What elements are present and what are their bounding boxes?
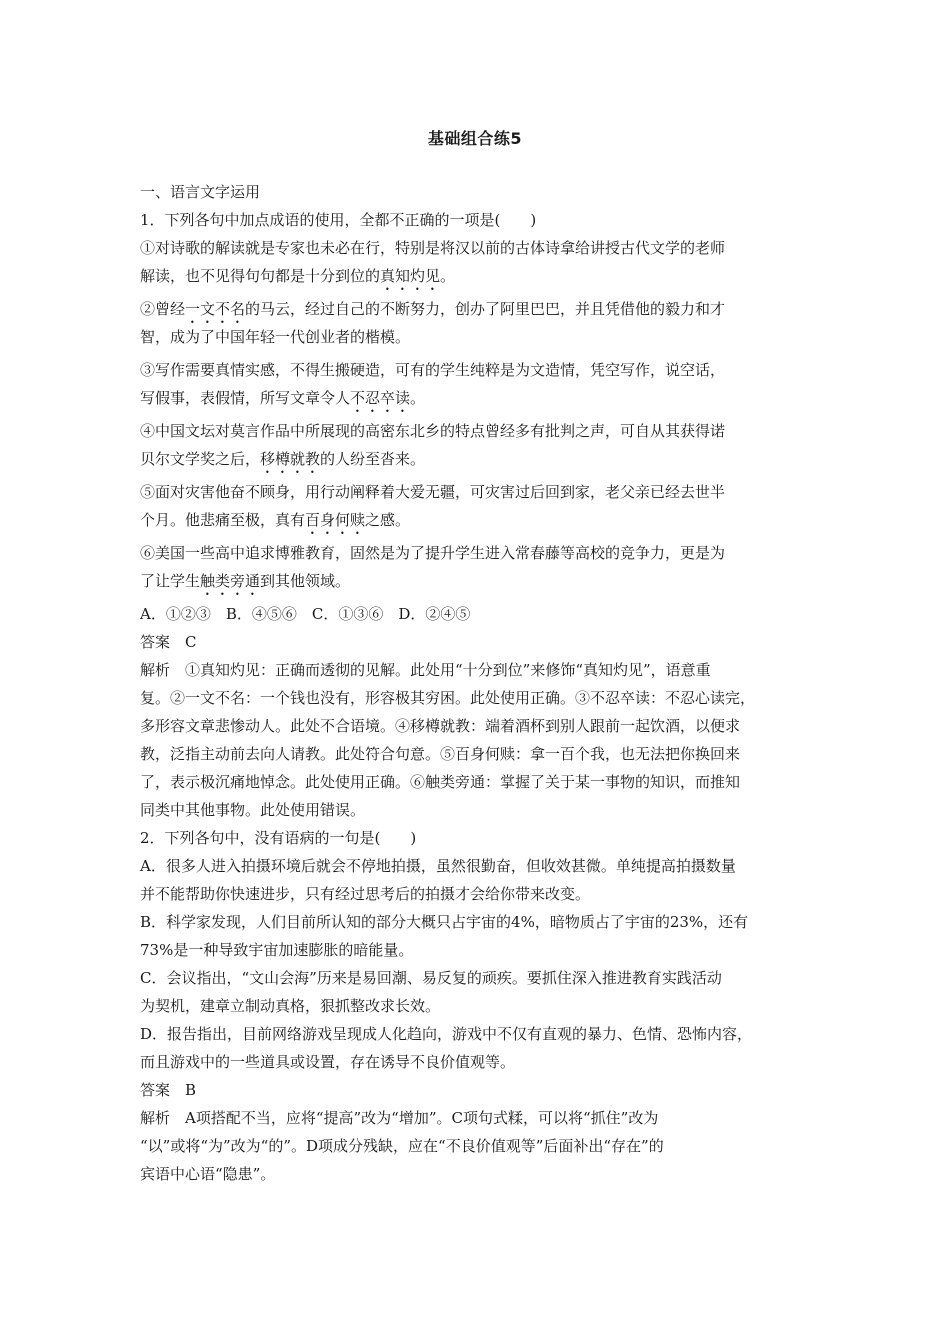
q1-sentence-2-line-2: 智，成为了中国年轻一代创业者的楷模。	[140, 328, 411, 346]
q1-sentence-5-line-1: ⑤面对灾害他奋不顾身，用行动阐释着大爱无疆，可灾害过后回到家，老父亲已经去世半	[140, 483, 726, 501]
q2-option-d-line: D．报告指出，目前网络游戏呈现成人化趋向，游戏中不仅有直观的暴力、色情、恐怖内容，	[140, 1025, 753, 1043]
q1-analysis-line: 了，表示极沉痛地悼念。此处使用正确。⑥触类旁通：掌握了关于某一事物的知识，而推知	[140, 773, 741, 791]
text: 。	[410, 389, 426, 407]
q2-analysis-line: “以”或将“为”改为“的”。D项成分残缺，应在“不良价值观等”后面补出“存在”的	[140, 1137, 664, 1155]
question-2-stem: 2．下列各句中，没有语病的一句是( )	[140, 829, 417, 847]
q1-answer: 答案 C	[140, 633, 197, 651]
q1-sentence-4-line-1: ④中国文坛对莫言作品中所展现的高密东北乡的特点曾经多有批判之声，可自从其获得诺	[140, 422, 726, 440]
q1-options: A．①②③ B．④⑤⑥ C．①③⑥ D．②④⑤	[140, 605, 471, 623]
text: 解读，也不见得句句都是十分到位的	[140, 267, 381, 285]
q1-analysis-line: 教，泛指主动前去向人请教。此处符合句意。⑤百身何赎：拿一百个我，也无法把你换回来	[140, 745, 741, 763]
q2-option-b-line: 73%是一种导致宇宙加速膨胀的暗能量。	[140, 941, 414, 959]
q2-option-a-line: 并不能帮助你快速进步，只有经过思考后的拍摄才会给你带来改变。	[140, 885, 591, 903]
text: 到其他领域。	[260, 572, 351, 590]
document-body	[140, 178, 815, 1188]
q1-sentence-3-line-2	[140, 384, 815, 412]
q1-analysis-line: 同类中其他事物。此处使用错误。	[140, 801, 366, 819]
q2-option-c-line: 为契机，建章立制动真格，狠抓整改求长效。	[140, 997, 441, 1015]
q1-sentence-6-line-1: ⑥美国一些高中追求博雅教育，固然是为了提升学生进入常春藤等高校的竞争力，更是为	[140, 544, 726, 562]
q1-analysis-line: 解析 ①真知灼见：正确而透彻的见解。此处用“十分到位”来修饰“真知灼见”，语意重	[140, 661, 711, 679]
question-1-stem: 1．下列各句中加点成语的使用，全都不正确的一项是( )	[140, 211, 537, 229]
dotted-idiom: 不忍卒读	[350, 389, 411, 407]
q1-analysis-line: 复。②一文不名：一个钱也没有，形容极其穷困。此处使用正确。③不忍卒读：不忍心读完，	[140, 689, 756, 707]
q2-option-d-line: 而且游戏中的一些道具或设置，存在诱导不良价值观等。	[140, 1053, 516, 1071]
dotted-idiom: 触类旁通	[200, 572, 261, 590]
section-heading: 一、语言文字运用	[140, 183, 261, 201]
q1-sentence-6-line-2	[140, 567, 815, 595]
dotted-idiom: 真知灼见	[380, 267, 441, 285]
q2-analysis-line: 宾语中心语“隐患”。	[140, 1165, 276, 1183]
q2-option-b-line: B．科学家发现，人们目前所认知的部分大概只占宇宙的4%，暗物质占了宇宙的23%，还有	[140, 913, 749, 931]
page-title: 基础组合练5	[427, 129, 523, 148]
text: ②曾经	[140, 300, 186, 318]
text: 之感。	[365, 511, 411, 529]
q2-option-c-line: C．会议指出，“文山会海”历来是易回潮、易反复的顽疾。要抓住深入推进教育实践活动	[140, 969, 722, 987]
q1-sentence-1-line-2	[140, 262, 815, 290]
q1-sentence-5-line-2	[140, 506, 815, 534]
q1-sentence-4-line-2	[140, 445, 815, 473]
q1-sentence-3-line-1: ③写作需要真情实感，不得生搬硬造，可有的学生纯粹是为文造情，凭空写作，说空话，	[140, 361, 726, 379]
text: 写假事，表假情，所写文章令人	[140, 389, 351, 407]
text: 了让学生	[140, 572, 201, 590]
q2-answer: 答案 B	[140, 1081, 197, 1099]
q1-analysis-line: 多形容文章悲惨动人。此处不合语境。④移樽就教：端着酒杯到别人跟前一起饮酒，以便求	[140, 717, 741, 735]
text: 。	[440, 267, 456, 285]
q2-analysis-line: 解析 A项搭配不当，应将“提高”改为“增加”。C项句式糅，可以将“抓住”改为	[140, 1109, 659, 1127]
dotted-idiom: 百身何赎	[305, 511, 366, 529]
text: 个月。他悲痛至极，真有	[140, 511, 306, 529]
q1-sentence-2-line-1	[140, 295, 815, 323]
text: 贝尔文学奖之后，	[140, 450, 261, 468]
text: 的马云，经过自己的不断努力，创办了阿里巴巴，并且凭借他的毅力和才	[245, 300, 726, 318]
q2-option-a-line: A．很多人进入拍摄环境后就会不停地拍摄，虽然很勤奋，但收效甚微。单纯提高拍摄数量	[140, 857, 736, 875]
text: 的人纷至沓来。	[320, 450, 426, 468]
q1-sentence-1-line-1: ①对诗歌的解读就是专家也未必在行，特别是将汉以前的古体诗拿给讲授古代文学的老师	[140, 239, 726, 257]
dotted-idiom: 移樽就教	[260, 450, 321, 468]
dotted-idiom: 一文不名	[185, 300, 246, 318]
